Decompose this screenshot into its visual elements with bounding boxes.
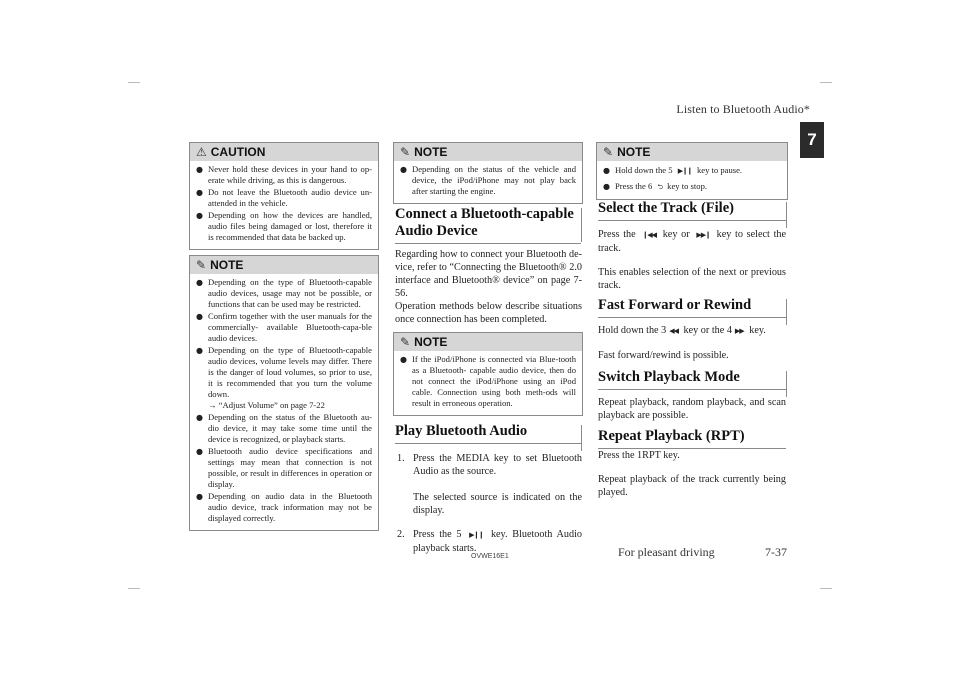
bullet-icon: ● bbox=[196, 188, 203, 197]
note-title: NOTE bbox=[210, 258, 244, 272]
rpt-paragraph: Press the 1RPT key. Repeat playback of the track currently being played. bbox=[598, 450, 786, 498]
chapter-tab: 7 bbox=[800, 122, 824, 158]
note-item: ● Confirm together with the user manuals for the commercially- available Bluetooth-capa-ble audio devices. bbox=[196, 311, 372, 343]
connect-paragraph: Regarding how to connect your Bluetooth de-vice, refer to “Connecting the Bluetooth® 2.0 interface and Bluetooth® device” on page 7-56. Operation methods below describe situations once connection has been completed. bbox=[395, 249, 582, 325]
section-name: For pleasant driving bbox=[618, 545, 715, 559]
note-icon: ✎ bbox=[400, 145, 411, 159]
note-box bbox=[189, 255, 379, 531]
step-item: 1. Press the MEDIA key to set Bluetooth Audio as the source. The selected source is indicated on the display. bbox=[397, 453, 582, 516]
bullet-icon: ● bbox=[400, 165, 407, 174]
caution-title: CAUTION bbox=[210, 145, 266, 159]
bullet-icon: ● bbox=[196, 447, 203, 456]
bullet-icon: ● bbox=[196, 211, 203, 220]
caution-item: ● Never hold these devices in your hand to op-erate while driving, as this is dangerous. bbox=[196, 164, 372, 185]
document-code: OVWE16E1 bbox=[471, 553, 509, 560]
note-title: NOTE bbox=[617, 145, 651, 159]
page-reference-link[interactable]: → “Adjust Volume” on page 7-22 bbox=[208, 400, 325, 410]
fast-forward-icon: ▶▶ bbox=[734, 327, 744, 335]
previous-track-icon: ❙◀◀ bbox=[642, 231, 656, 239]
step-item: 2. Press the 5 ▶❙❙ key. Bluetooth Audio playback starts. bbox=[397, 529, 582, 554]
crop-mark bbox=[128, 588, 140, 589]
note-item: ● Depending on the type of Bluetooth-capable audio devices, usage may not be possible, or functions that can be used may be restricted. bbox=[196, 277, 372, 309]
note-item: ● Bluetooth audio device specifications and settings may mean that connection is not possible, or result in differences in operation or display. bbox=[196, 446, 372, 489]
section-heading: Switch Playback Mode bbox=[598, 369, 786, 390]
note-icon: ✎ bbox=[603, 145, 614, 159]
note-box bbox=[596, 142, 788, 200]
note-item: ● Depending on the status of the vehicle and device, the iPod/iPhone may not play back after starting the engine. bbox=[400, 164, 576, 196]
section-heading: Fast Forward or Rewind bbox=[598, 297, 786, 318]
note-box bbox=[393, 332, 583, 416]
note-item: ● Press the 6 ⮌ key to stop. bbox=[603, 181, 708, 191]
play-pause-icon: ▶❙❙ bbox=[469, 531, 484, 539]
note-item: ● If the iPod/iPhone is connected via Blue-tooth as a Bluetooth- capable audio device, then do not connect the iPod/iPhone using an iPod cable. Connection using both meth-ods will result in erroneous operation. bbox=[400, 354, 576, 408]
play-steps bbox=[397, 452, 582, 555]
note-icon: ✎ bbox=[400, 335, 411, 349]
caution-header bbox=[190, 143, 378, 161]
caution-item: ● Depending on how the devices are handled, audio files being damaged or lost, therefore it is recommended that data be backed up. bbox=[196, 210, 372, 242]
bullet-icon: ● bbox=[196, 312, 203, 321]
bullet-icon: ● bbox=[603, 166, 610, 175]
section-heading: Repeat Playback (RPT) bbox=[598, 428, 786, 449]
crop-mark bbox=[820, 588, 832, 589]
ff-paragraph: Hold down the 3 ◀◀ key or the 4 ▶▶ key. Fast forward/rewind is possible. bbox=[598, 325, 766, 361]
select-paragraph: Press the ❙◀◀ key or ▶▶❙ key to select the track. This enables selection of the next or previous track. bbox=[598, 229, 787, 291]
caution-item: ● Do not leave the Bluetooth audio device un-attended in the vehicle. bbox=[196, 187, 372, 208]
bullet-icon: ● bbox=[196, 278, 203, 287]
note-header bbox=[597, 143, 787, 161]
crop-mark bbox=[128, 82, 140, 83]
note-header bbox=[190, 256, 378, 274]
note-item: ● Hold down the 5 ▶❙❙ key to pause. bbox=[603, 165, 743, 175]
warning-triangle-icon: ⚠ bbox=[196, 145, 207, 159]
note-item: ● Depending on audio data in the Bluetooth audio device, track information may not be displayed correctly. bbox=[196, 491, 372, 523]
note-header bbox=[394, 143, 582, 161]
running-title: Listen to Bluetooth Audio* bbox=[676, 102, 810, 116]
note-header bbox=[394, 333, 582, 351]
note-item: ● Depending on the type of Bluetooth-capable audio devices, volume levels may differ. There is the danger of loud volumes, so prior to use, it is recommended that you turn the volume down. → “Adjust Volume” on page 7-22 bbox=[196, 345, 372, 410]
page-number: 7-37 bbox=[765, 545, 787, 559]
caution-box bbox=[189, 142, 379, 250]
section-heading: Select the Track (File) bbox=[598, 200, 786, 221]
note-icon: ✎ bbox=[196, 258, 207, 272]
bullet-icon: ● bbox=[196, 346, 203, 355]
note-box bbox=[393, 142, 583, 204]
section-heading: Play Bluetooth Audio bbox=[395, 423, 581, 444]
bullet-icon: ● bbox=[603, 182, 610, 191]
rewind-icon: ◀◀ bbox=[669, 327, 678, 335]
next-track-icon: ▶▶❙ bbox=[696, 231, 710, 239]
note-item: ● Depending on the status of the Bluetooth au-dio device, it may take some time until the device is recognized, or playback starts. bbox=[196, 412, 372, 444]
bullet-icon: ● bbox=[196, 165, 203, 174]
note-title: NOTE bbox=[414, 335, 448, 349]
crop-mark bbox=[820, 82, 832, 83]
bullet-icon: ● bbox=[196, 413, 203, 422]
section-heading: Connect a Bluetooth-capable Audio Device bbox=[395, 206, 581, 244]
play-pause-icon: ▶❙❙ bbox=[677, 167, 692, 175]
mode-paragraph: Repeat playback, random playback, and scan playback are possible. bbox=[598, 397, 786, 421]
return-icon: ⮌ bbox=[657, 183, 663, 191]
note-title: NOTE bbox=[414, 145, 448, 159]
bullet-icon: ● bbox=[196, 492, 203, 501]
bullet-icon: ● bbox=[400, 355, 407, 364]
